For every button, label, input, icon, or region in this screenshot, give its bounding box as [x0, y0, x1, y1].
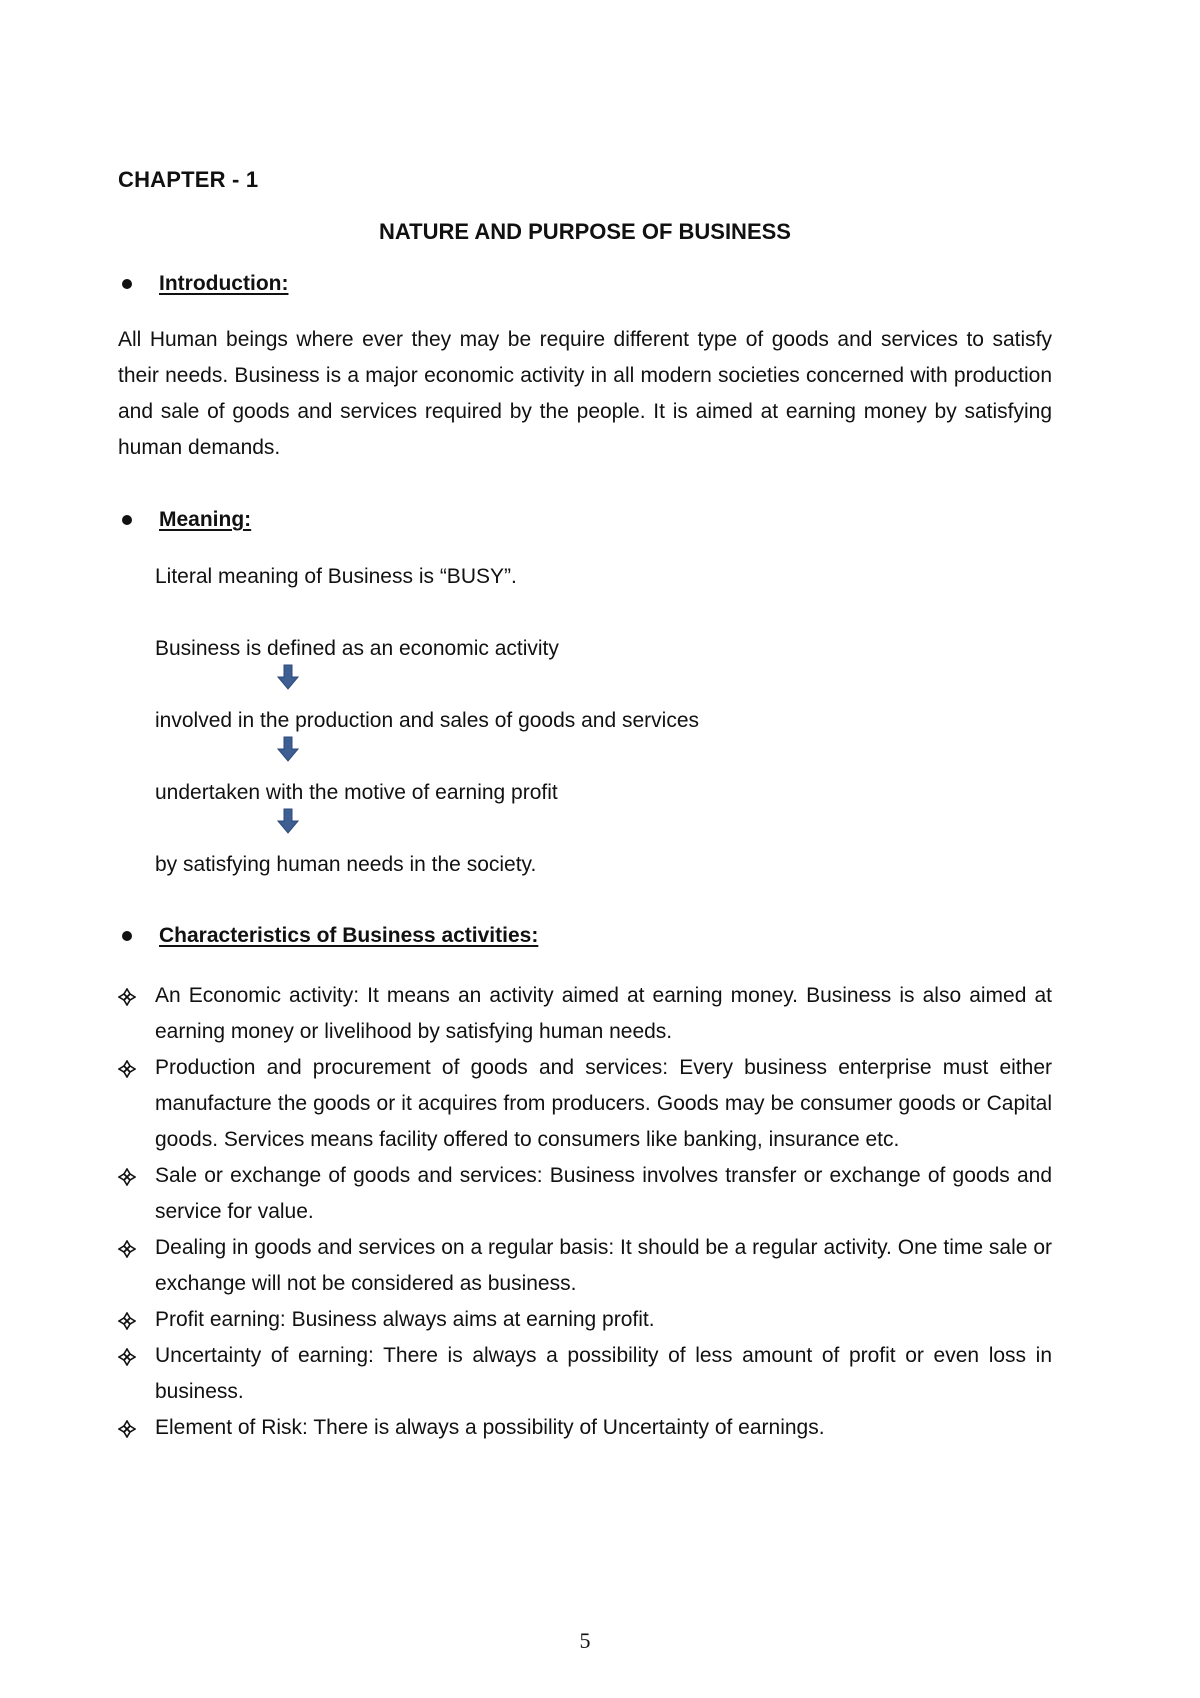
characteristics-list — [118, 978, 1052, 1446]
meaning-flow-step-4: by satisfying human needs in the society. — [155, 853, 537, 876]
list-item — [118, 1050, 1052, 1158]
down-arrow-icon — [277, 808, 299, 834]
diamond-bullet-icon — [118, 1060, 136, 1078]
diamond-bullet-icon — [118, 1168, 136, 1186]
list-item-text: Element of Risk: There is always a possibility of Uncertainty of earnings. — [155, 1416, 825, 1439]
list-item-text: Profit earning: Business always aims at earning profit. — [155, 1308, 655, 1331]
meaning-heading-label: Meaning: — [159, 508, 252, 531]
diamond-bullet-icon — [118, 1312, 136, 1330]
introduction-paragraph: All Human beings where ever they may be require different type of goods and services to satisfy their needs. Business is a major economic activity in all modern societies concerned with production and sale of goods and services required by the people. It is aimed at earning money by satisfying human demands. — [118, 328, 1052, 459]
list-item — [118, 1302, 1052, 1338]
list-item — [118, 1338, 1052, 1410]
meaning-flow-step-2: involved in the production and sales of goods and services — [155, 709, 700, 732]
introduction-heading-label: Introduction: — [159, 272, 289, 295]
list-item — [118, 1410, 1052, 1446]
meaning-literal: Literal meaning of Business is “BUSY”. — [155, 565, 517, 588]
introduction-heading — [118, 272, 288, 296]
characteristics-heading-label: Characteristics of Business activities: — [159, 924, 539, 947]
characteristics-heading — [118, 924, 538, 948]
diamond-bullet-icon — [118, 1240, 136, 1258]
bullet-icon — [122, 279, 132, 289]
page-number: 5 — [579, 1628, 591, 1653]
list-item — [118, 978, 1052, 1050]
list-item-text: Uncertainty of earning: There is always a possibility of less amount of profit or even loss in business. — [155, 1344, 1052, 1403]
meaning-heading — [118, 508, 251, 532]
down-arrow-icon — [277, 664, 299, 690]
list-item-text: Dealing in goods and services on a regular basis: It should be a regular activity. One time sale or exchange will not be considered as business. — [155, 1236, 1052, 1295]
list-item-text: Production and procurement of goods and services: Every business enterprise must either manufacture the goods or it acquires from producers. Goods may be consumer goods or Capital goods. Services means facility offered to consumers like banking, insurance etc. — [155, 1056, 1052, 1151]
diamond-bullet-icon — [118, 988, 136, 1006]
diamond-bullet-icon — [118, 1348, 136, 1366]
diamond-bullet-icon — [118, 1420, 136, 1438]
list-item — [118, 1230, 1052, 1302]
meaning-flow-step-1: Business is defined as an economic activity — [155, 637, 559, 660]
page-title: NATURE AND PURPOSE OF BUSINESS — [379, 219, 791, 244]
meaning-flow-step-3: undertaken with the motive of earning profit — [155, 781, 558, 804]
down-arrow-icon — [277, 736, 299, 762]
chapter-label: CHAPTER - 1 — [118, 167, 259, 192]
list-item — [118, 1158, 1052, 1230]
bullet-icon — [122, 931, 132, 941]
list-item-text: Sale or exchange of goods and services: Business involves transfer or exchange of goods and service for value. — [155, 1164, 1052, 1223]
list-item-text: An Economic activity: It means an activity aimed at earning money. Business is also aimed at earning money or livelihood by satisfying human needs. — [155, 984, 1052, 1043]
bullet-icon — [122, 515, 132, 525]
